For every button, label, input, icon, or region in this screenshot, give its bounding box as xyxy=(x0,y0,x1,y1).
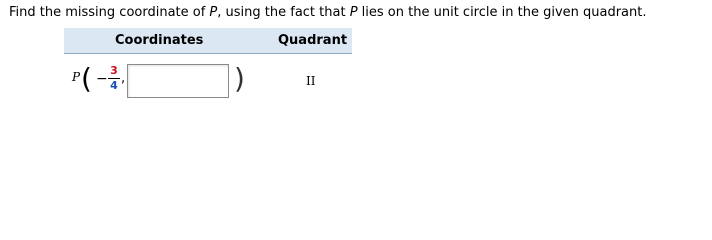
comma: , xyxy=(121,71,126,86)
minus-sign: − xyxy=(96,71,108,87)
header-coordinates: Coordinates xyxy=(115,33,204,48)
header-quadrant: Quadrant xyxy=(278,33,348,48)
fraction-numerator: 3 xyxy=(110,64,118,77)
y-coordinate-input[interactable] xyxy=(127,64,229,98)
table-header xyxy=(64,28,352,54)
instruction-var-p-1: P xyxy=(209,5,218,20)
instruction-part-3: lies on the unit circle in the given quadrant. xyxy=(357,5,647,20)
instruction-text xyxy=(9,4,647,21)
close-paren: ) xyxy=(234,62,245,95)
instruction-part-1: Find the missing coordinate of xyxy=(9,5,210,20)
instruction-part-2: , using the fact that xyxy=(217,5,350,20)
fraction-denominator: 4 xyxy=(110,79,118,92)
quadrant-value: II xyxy=(306,74,316,88)
coordinate-expression xyxy=(72,62,262,100)
point-name: P xyxy=(72,70,81,84)
fraction-x xyxy=(108,65,120,92)
open-paren: ( xyxy=(81,62,92,95)
instruction-var-p-2: P xyxy=(349,5,358,20)
